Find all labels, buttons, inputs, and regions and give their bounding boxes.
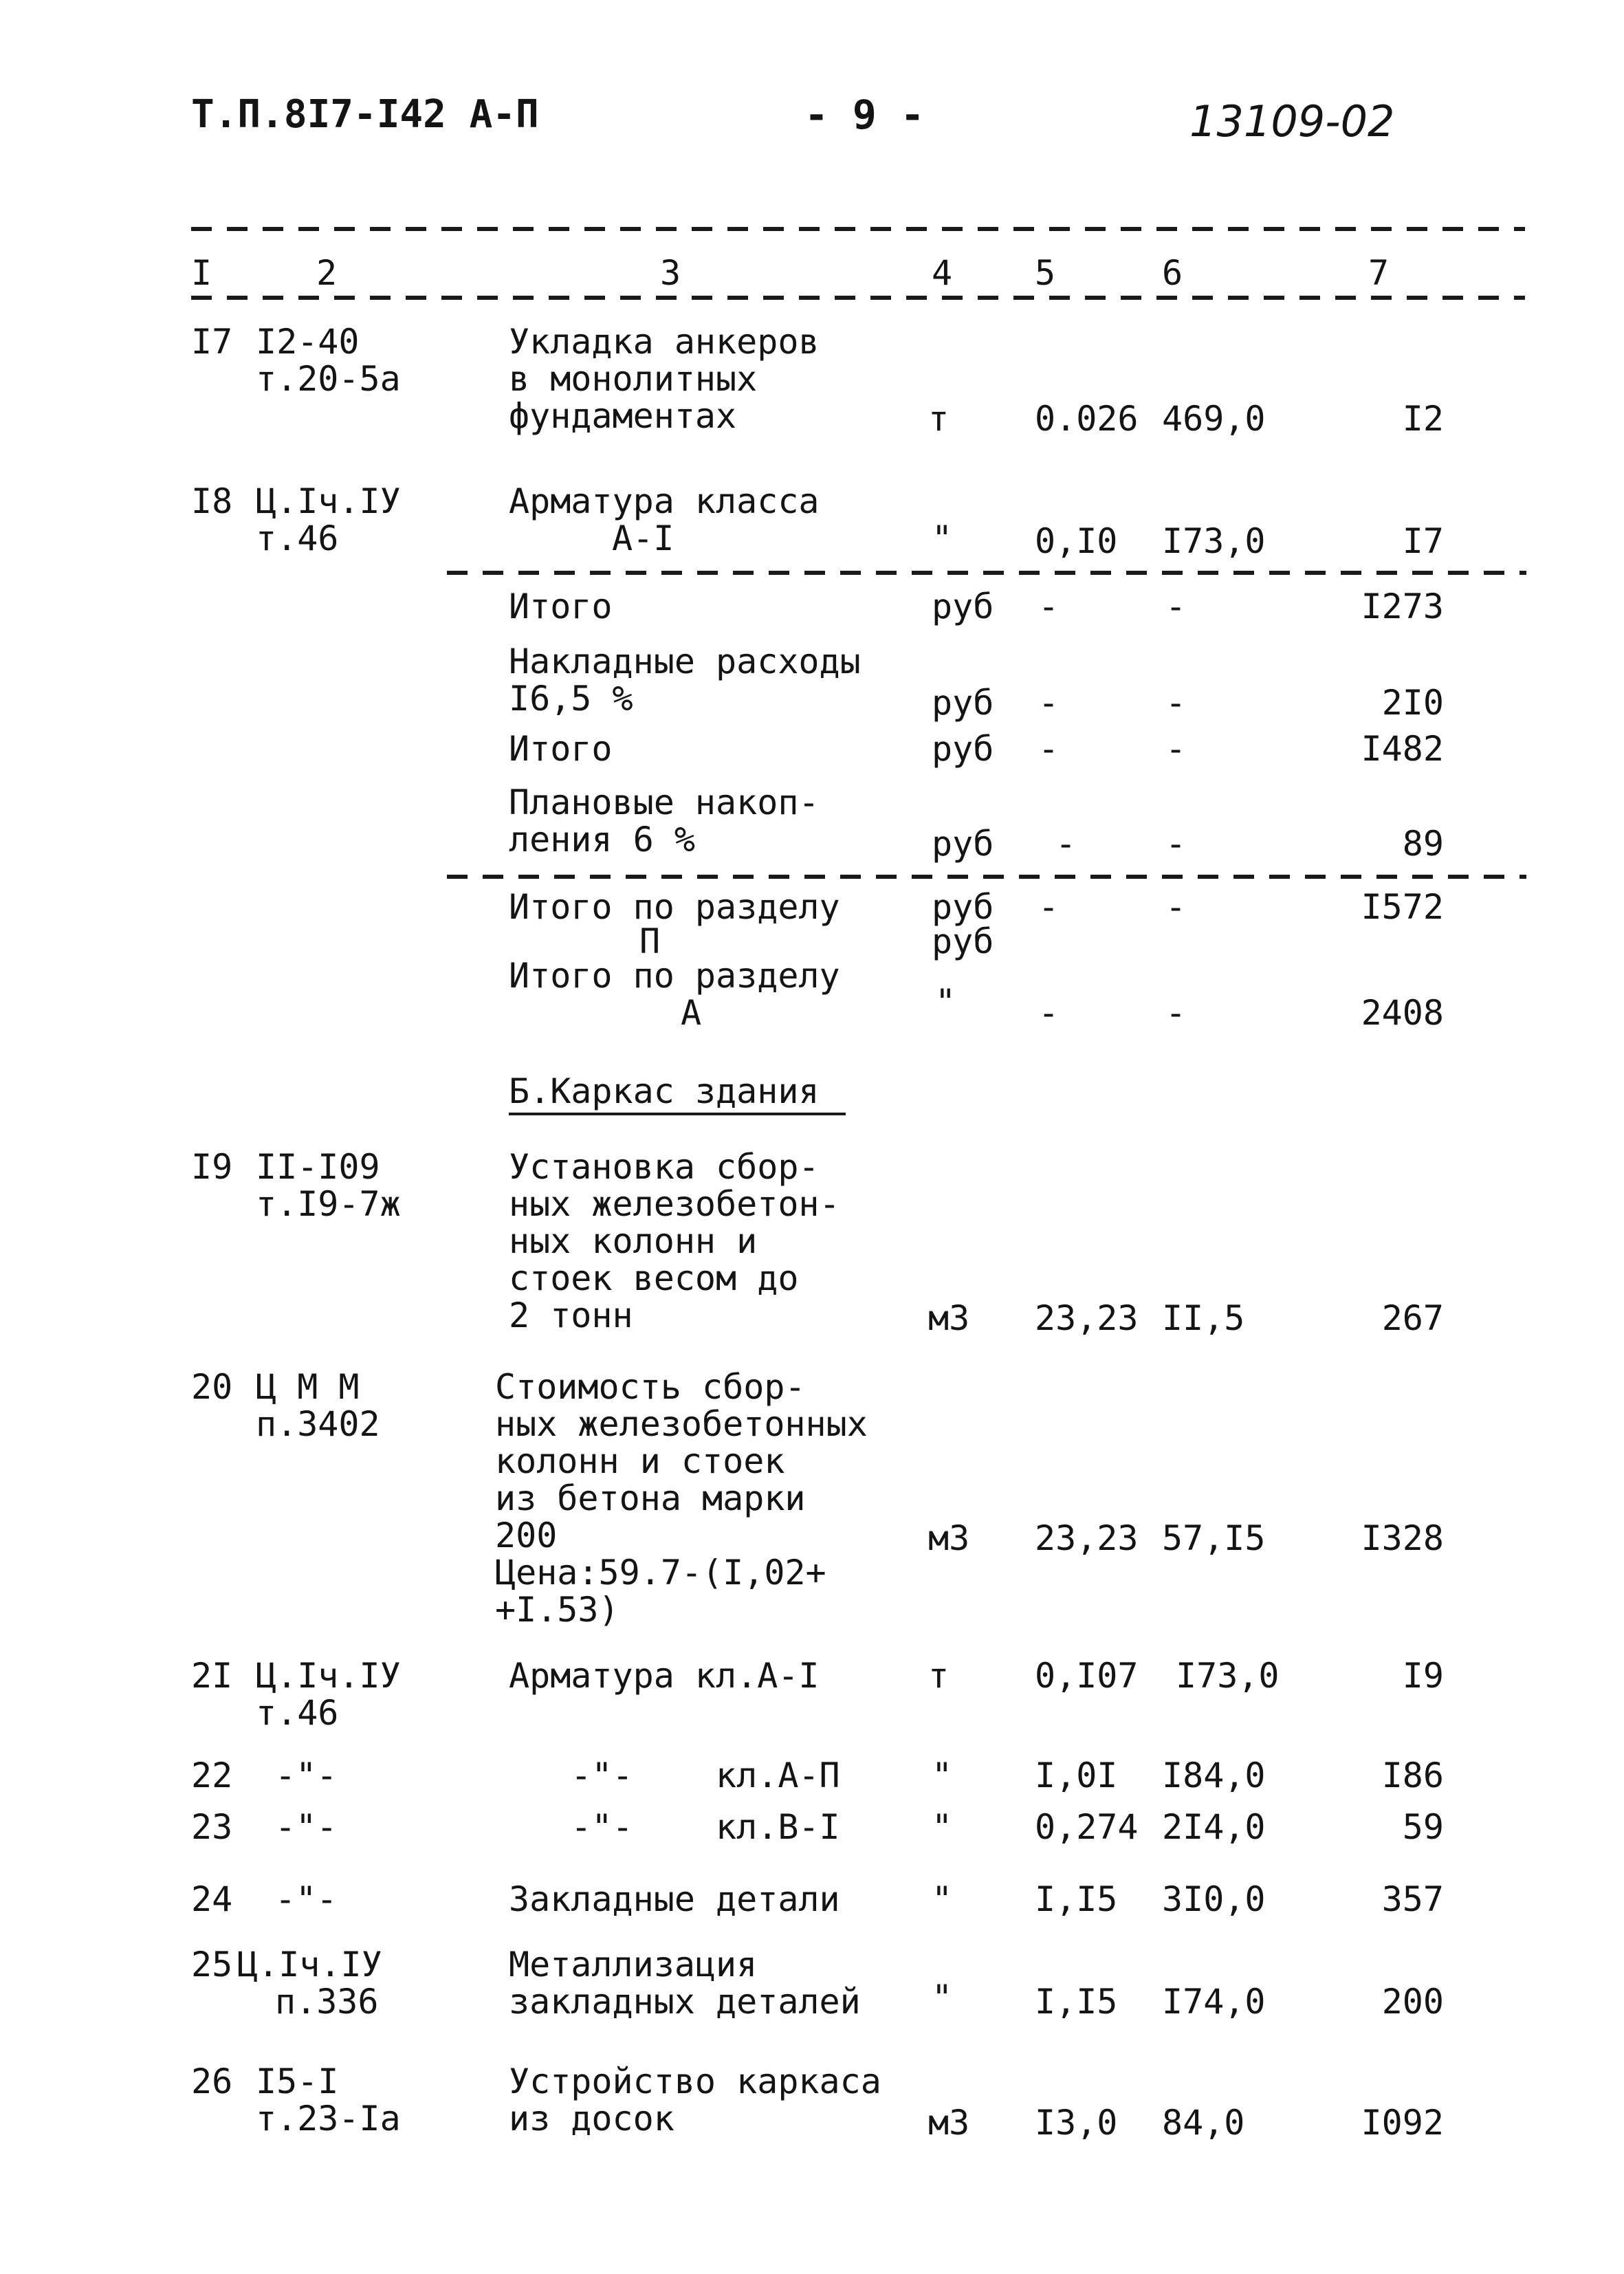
unit: м3: [928, 2103, 970, 2143]
unit: ": [932, 1807, 953, 1847]
unit: руб: [932, 587, 994, 626]
unit-price: 84,0: [1162, 2103, 1245, 2143]
norm-ref: п.336: [275, 1982, 379, 2022]
norm-ref: т.20-5а: [256, 359, 401, 399]
price-formula: +I.53): [495, 1590, 619, 1630]
archive-number: 13109-02: [1189, 96, 1395, 146]
col-header-4: 4: [932, 253, 953, 293]
subtotal-label: Итого: [509, 587, 613, 626]
quantity: 0.026: [1035, 399, 1139, 439]
work-description: из досок: [509, 2099, 674, 2139]
total-cost: 2I0: [1381, 683, 1444, 723]
work-description: Арматура кл.А-I: [509, 1656, 820, 1696]
total-cost: I2: [1402, 399, 1444, 439]
quantity: -: [1038, 587, 1060, 626]
norm-code: I5-I: [256, 2062, 339, 2101]
unit: ": [935, 982, 956, 1022]
work-description: из бетона марки: [495, 1478, 806, 1518]
row-number: I7: [191, 322, 233, 362]
section-title-underline: [509, 1113, 846, 1115]
section-total-label: Итого по разделу: [509, 887, 840, 927]
norm-code: -"-: [275, 1756, 338, 1795]
row-number: 23: [191, 1807, 233, 1847]
section-total-label: Итого по разделу: [509, 956, 840, 996]
unit: т: [928, 1656, 950, 1696]
work-description: стоек весом до: [509, 1258, 799, 1298]
work-description: ных железобетон-: [509, 1184, 840, 1224]
unit-price: 57,I5: [1162, 1518, 1266, 1558]
quantity: 0,274: [1035, 1807, 1139, 1847]
unit: ": [932, 1879, 953, 1919]
unit: м3: [928, 1518, 970, 1558]
row-number: 2I: [191, 1656, 233, 1696]
unit: ": [932, 518, 953, 558]
work-description: -"- кл.А-П: [509, 1756, 840, 1795]
norm-ref: т.23-Iа: [256, 2099, 401, 2139]
quantity: I,I5: [1035, 1879, 1118, 1919]
col-header-7: 7: [1368, 253, 1390, 293]
unit: руб: [932, 729, 994, 769]
norm-code: Ц.Iч.IУ: [256, 481, 401, 521]
unit: руб: [932, 824, 994, 864]
work-description: фундаментах: [509, 396, 737, 436]
total-cost: 267: [1381, 1298, 1444, 1338]
work-description: ных колонн и: [509, 1221, 758, 1261]
col-header-6: 6: [1162, 253, 1183, 293]
subtotal-divider: [447, 571, 1526, 575]
subtotal-label: ления 6 %: [509, 820, 695, 860]
quantity: 23,23: [1035, 1518, 1139, 1558]
total-cost: I273: [1361, 587, 1444, 626]
unit-price: 469,0: [1162, 399, 1266, 439]
work-description: Закладные детали: [509, 1879, 840, 1919]
unit-price: I84,0: [1162, 1756, 1266, 1795]
work-description: Укладка анкеров: [509, 322, 820, 362]
unit: руб: [932, 921, 994, 961]
quantity: 0,I07: [1035, 1656, 1139, 1696]
norm-code: Ц М М: [256, 1367, 360, 1407]
unit: руб: [932, 887, 994, 927]
quantity: 0,I0: [1035, 521, 1118, 561]
norm-code: I2-40: [256, 322, 360, 362]
col-header-5: 5: [1035, 253, 1056, 293]
total-cost: I092: [1361, 2103, 1444, 2143]
price-formula: Цена:59.7-(I,02+: [495, 1553, 826, 1593]
norm-ref: т.46: [256, 1693, 339, 1733]
total-cost: I7: [1402, 521, 1444, 561]
work-description: колонн и стоек: [495, 1441, 785, 1481]
unit: ": [932, 1756, 953, 1795]
col-header-2: 2: [316, 253, 338, 293]
unit-price: I74,0: [1162, 1982, 1266, 2022]
section-total-label: П: [639, 921, 661, 961]
total-cost: 357: [1381, 1879, 1444, 1919]
unit-price: I73,0: [1162, 521, 1266, 561]
column-header-divider: [191, 296, 1525, 300]
unit: м3: [928, 1298, 970, 1338]
quantity: I,I5: [1035, 1982, 1118, 2022]
total-cost: I328: [1361, 1518, 1444, 1558]
quantity: -: [1038, 993, 1060, 1033]
total-cost: I86: [1381, 1756, 1444, 1795]
unit-price: -: [1165, 993, 1187, 1033]
total-cost: I572: [1361, 887, 1444, 927]
subtotal-label: I6,5 %: [509, 679, 633, 719]
row-number: 24: [191, 1879, 233, 1919]
quantity: I,0I: [1035, 1756, 1118, 1795]
col-header-1: I: [191, 253, 212, 293]
work-description: 200: [495, 1516, 558, 1555]
norm-ref: т.I9-7ж: [256, 1184, 401, 1224]
subtotal-label: Накладные расходы: [509, 642, 861, 681]
work-description: Стоимость сбор-: [495, 1367, 806, 1407]
quantity: -: [1038, 683, 1060, 723]
quantity: 23,23: [1035, 1298, 1139, 1338]
norm-code: II-I09: [256, 1147, 380, 1187]
unit-price: -: [1165, 824, 1187, 864]
subtotal-label: Итого: [509, 729, 613, 769]
norm-code: -"-: [275, 1807, 338, 1847]
row-number: I9: [191, 1147, 233, 1187]
quantity: -: [1038, 729, 1060, 769]
subtotal-label: Плановые накоп-: [509, 783, 820, 822]
top-divider: [191, 227, 1525, 231]
unit-price: -: [1165, 587, 1187, 626]
section-total-divider: [447, 875, 1526, 879]
total-cost: 59: [1402, 1807, 1444, 1847]
quantity: -: [1055, 824, 1077, 864]
row-number: 25: [191, 1945, 233, 1985]
unit: руб: [932, 683, 994, 723]
total-cost: 89: [1402, 824, 1444, 864]
norm-ref: п.3402: [256, 1404, 380, 1444]
row-number: 20: [191, 1367, 233, 1407]
unit-price: 3I0,0: [1162, 1879, 1266, 1919]
work-description: 2 тонн: [509, 1295, 633, 1335]
total-cost: 2408: [1361, 993, 1444, 1033]
row-number: 26: [191, 2062, 233, 2101]
quantity: -: [1038, 887, 1060, 927]
work-description: Металлизация: [509, 1945, 758, 1985]
work-description: Устройство каркаса: [509, 2062, 881, 2101]
total-cost: I482: [1361, 729, 1444, 769]
col-header-3: 3: [660, 253, 681, 293]
row-number: 22: [191, 1756, 233, 1795]
unit-price: -: [1165, 683, 1187, 723]
unit-price: -: [1165, 887, 1187, 927]
row-number: I8: [191, 481, 233, 521]
norm-code: Ц.Iч.IУ: [237, 1945, 382, 1985]
unit: т: [928, 399, 950, 439]
work-description: закладных деталей: [509, 1982, 861, 2022]
norm-ref: т.46: [256, 518, 339, 558]
work-description: А-I: [612, 518, 674, 558]
page-number: - 9 -: [804, 91, 925, 138]
norm-code: Ц.Iч.IУ: [256, 1656, 401, 1696]
unit-price: -: [1165, 729, 1187, 769]
total-cost: I9: [1402, 1656, 1444, 1696]
norm-code: -"-: [275, 1879, 338, 1919]
work-description: Арматура класса: [509, 481, 820, 521]
work-description: Установка сбор-: [509, 1147, 820, 1187]
section-total-label: А: [681, 993, 702, 1033]
section-title: Б.Каркас здания: [509, 1071, 820, 1111]
work-description: -"- кл.В-I: [509, 1807, 840, 1847]
unit-price: I73,0: [1176, 1656, 1280, 1696]
work-description: в монолитных: [509, 359, 758, 399]
document-code: Т.П.8I7-I42 А-П: [191, 92, 539, 137]
work-description: ных железобетонных: [495, 1404, 868, 1444]
unit: ": [932, 1978, 953, 2018]
total-cost: 200: [1381, 1982, 1444, 2022]
unit-price: II,5: [1162, 1298, 1245, 1338]
quantity: I3,0: [1035, 2103, 1118, 2143]
unit-price: 2I4,0: [1162, 1807, 1266, 1847]
